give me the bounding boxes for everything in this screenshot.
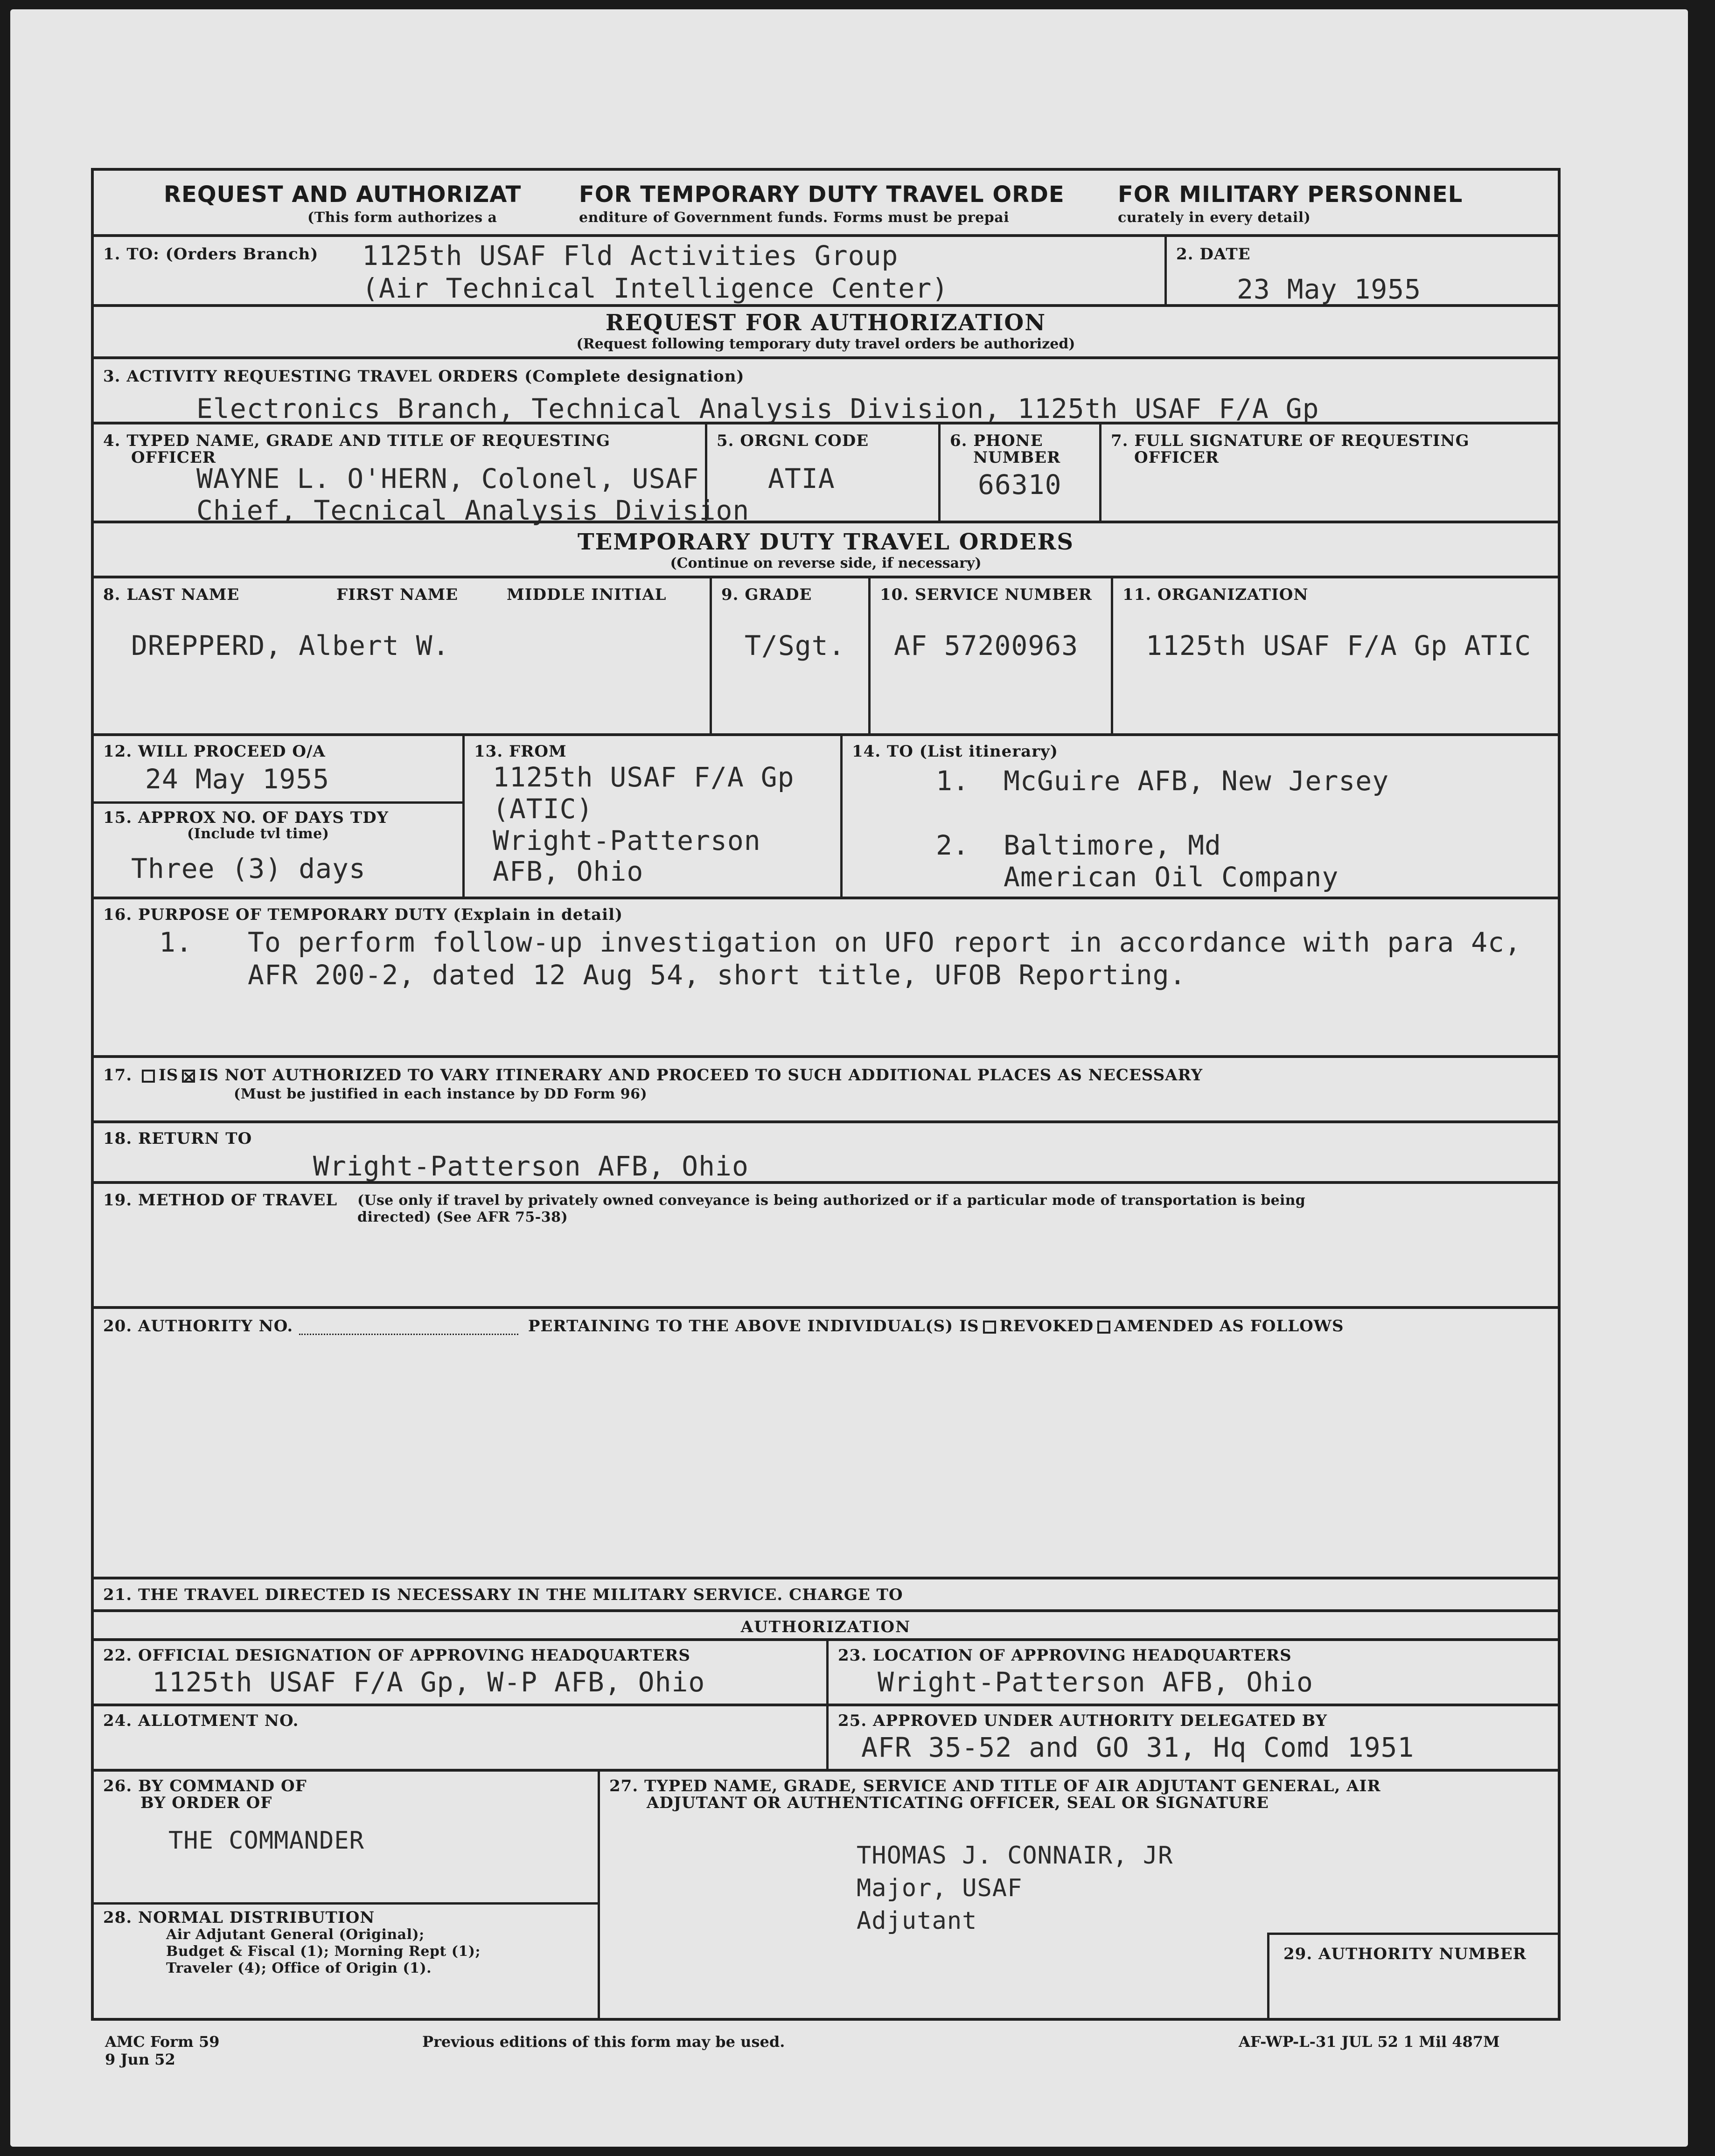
field-20-revoked-label: REVOKED: [999, 1317, 1094, 1335]
field-7-cell: [1099, 424, 1558, 521]
field-20-text: PERTAINING TO THE ABOVE INDIVIDUAL(S) IS: [528, 1317, 979, 1335]
field-22-value: 1125th USAF F/A Gp, W-P AFB, Ohio: [152, 1666, 705, 1698]
row-travel-details: [91, 733, 1561, 897]
field-13-line2: (ATIC): [493, 793, 593, 825]
field-15-label: 15. APPROX NO. OF DAYS TDY: [103, 808, 389, 827]
field-5-cell: [705, 424, 938, 521]
field-20-label: [103, 1318, 1344, 1335]
field-14-cell: [840, 736, 1558, 897]
field-7-label: 7. FULL SIGNATURE OF REQUESTING: [1111, 431, 1470, 450]
field-28-line3: Traveler (4); Office of Origin (1).: [166, 1960, 432, 1976]
field-20-revoked-checkbox[interactable]: [983, 1321, 996, 1334]
field-27-cell: [598, 1772, 1558, 2018]
field-2-label: 2. DATE: [1176, 245, 1251, 264]
field-25-label: 25. APPROVED UNDER AUTHORITY DELEGATED BY: [838, 1711, 1327, 1730]
field-14-item2b: American Oil Company: [1004, 861, 1339, 893]
row-activity: [91, 356, 1561, 422]
row-approving-hq: [91, 1638, 1561, 1704]
form-title-middle: FOR TEMPORARY DUTY TRAVEL ORDE: [579, 181, 1065, 208]
field-14-item1: McGuire AFB, New Jersey: [1004, 765, 1389, 797]
field-19-text: (Use only if travel by privately owned conveyance is being authorized or if a particular mode of transportation is being: [357, 1192, 1306, 1209]
row-method-of-travel: [91, 1181, 1561, 1306]
field-4-label-2: OFFICER: [131, 448, 216, 467]
field-29-label: 29. AUTHORITY NUMBER: [1283, 1945, 1527, 1963]
field-13-line4: AFB, Ohio: [493, 855, 644, 887]
field-14-item2: Baltimore, Md: [1004, 829, 1221, 861]
field-28-line1: Air Adjutant General (Original);: [166, 1926, 425, 1943]
footer-code: AF-WP-L-31 JUL 52 1 Mil 487M: [1239, 2033, 1500, 2051]
field-11-value: 1125th USAF F/A Gp ATIC: [1146, 630, 1532, 661]
form-subtitle-middle: enditure of Government funds. Forms must be prepai: [579, 209, 1010, 226]
field-12-value: 24 May 1955: [145, 763, 330, 795]
field-27-line2: Major, USAF: [857, 1874, 1023, 1902]
field-17-text: IS NOT AUTHORIZED TO VARY ITINERARY AND PROCEED TO SUCH ADDITIONAL PLACES AS NECESSARY: [199, 1066, 1203, 1085]
field-17-sublabel: (Must be justified in each instance by DD Form 96): [234, 1086, 648, 1102]
field-23-value: Wright-Patterson AFB, Ohio: [878, 1666, 1313, 1698]
footer-form-date: 9 Jun 52: [105, 2051, 175, 2068]
row-signatures: [91, 1769, 1561, 2021]
form-title-left: REQUEST AND AUTHORIZAT: [164, 181, 522, 208]
field-13-cell: [462, 736, 840, 897]
field-17-is-not-checkbox[interactable]: [182, 1070, 195, 1083]
field-18-label: 18. RETURN TO: [103, 1129, 252, 1148]
field-20-amended-checkbox[interactable]: [1097, 1321, 1110, 1334]
tdy-section-subtitle: (Continue on reverse side, if necessary): [670, 555, 982, 571]
field-22-label: 22. OFFICIAL DESIGNATION OF APPROVING HEADQUARTERS: [103, 1646, 690, 1665]
field-4-label: 4. TYPED NAME, GRADE AND TITLE OF REQUESTING: [103, 431, 611, 450]
field-26-value: THE COMMANDER: [168, 1827, 364, 1855]
tdy-section-title: TEMPORARY DUTY TRAVEL ORDERS: [577, 529, 1074, 555]
field-12-15-cell: [94, 736, 462, 897]
row-to-date: [91, 234, 1561, 304]
field-15-sublabel: (Include tvl time): [187, 826, 329, 842]
field-13-line3: Wright-Patterson: [493, 825, 761, 856]
row-requesting-officer: [91, 422, 1561, 526]
field-26-label: 26. BY COMMAND OF: [103, 1777, 307, 1795]
row-traveler: [91, 576, 1561, 733]
field-18-value: Wright-Patterson AFB, Ohio: [313, 1150, 749, 1182]
field-4-line2: Chief, Tecnical Analysis Division: [196, 494, 750, 526]
field-11-label: 11. ORGANIZATION: [1122, 585, 1309, 604]
form-subtitle-right: curately in every detail): [1118, 209, 1311, 226]
field-16-line2: AFR 200-2, dated 12 Aug 54, short title, UFOB Reporting.: [248, 959, 1186, 991]
field-19-text-2: directed) (See AFR 75-38): [357, 1209, 568, 1225]
request-section-subtitle: (Request following temporary duty travel orders be authorized): [576, 336, 1075, 352]
field-20-dotted-line[interactable]: [299, 1334, 518, 1335]
field-21-label: 21. THE TRAVEL DIRECTED IS NECESSARY IN THE MILITARY SERVICE. CHARGE TO: [103, 1586, 903, 1604]
field-19-label: 19. METHOD OF TRAVEL: [103, 1191, 338, 1210]
field-16-label: 16. PURPOSE OF TEMPORARY DUTY (Explain in detail): [103, 905, 623, 924]
field-8-middle-label: MIDDLE INITIAL: [507, 585, 667, 604]
row-allotment-authority: [91, 1704, 1561, 1769]
footer-form-name: AMC Form 59: [105, 2033, 220, 2051]
field-5-label: 5. ORGNL CODE: [717, 431, 869, 450]
field-27-label: 27. TYPED NAME, GRADE, SERVICE AND TITLE OF AIR ADJUTANT GENERAL, AIR: [609, 1777, 1381, 1795]
field-23-label: 23. LOCATION OF APPROVING HEADQUARTERS: [838, 1646, 1292, 1665]
field-2-cell: [1164, 237, 1558, 304]
field-27-line3: Adjutant: [857, 1907, 977, 1935]
field-16-line1: To perform follow-up investigation on UFO report in accordance with para 4c,: [248, 926, 1521, 958]
form-title-right: FOR MILITARY PERSONNEL: [1118, 181, 1463, 208]
form-subtitle-left: (This form authorizes a: [307, 209, 497, 226]
field-15-value: Three (3) days: [131, 853, 366, 884]
travel-orders-form: [91, 168, 1561, 2068]
field-10-value: AF 57200963: [894, 630, 1079, 661]
field-23-cell: [826, 1641, 1558, 1704]
field-17-label: [103, 1067, 1203, 1084]
field-3-label: 3. ACTIVITY REQUESTING TRAVEL ORDERS (Complete designation): [103, 367, 745, 386]
field-12-label: 12. WILL PROCEED O/A: [103, 742, 326, 761]
field-9-cell: [710, 578, 868, 733]
row-charge-to: [91, 1577, 1561, 1609]
field-6-label: 6. PHONE: [950, 431, 1043, 450]
field-27-label-2: ADJUTANT OR AUTHENTICATING OFFICER, SEAL OR SIGNATURE: [647, 1794, 1269, 1812]
field-14-label: 14. TO (List itinerary): [852, 742, 1058, 761]
field-2-value: 23 May 1955: [1237, 273, 1422, 305]
field-6-value: 66310: [978, 469, 1062, 501]
field-16-num: 1.: [159, 926, 193, 958]
field-1-label: 1. TO: (Orders Branch): [103, 245, 319, 264]
field-28-line2: Budget & Fiscal (1); Morning Rept (1);: [166, 1943, 481, 1960]
field-1-line2: (Air Technical Intelligence Center): [362, 272, 949, 304]
field-20-authority-label: 20. AUTHORITY NO.: [103, 1317, 293, 1335]
field-26-28-cell: [94, 1772, 598, 2018]
field-14-item2-num: 2.: [936, 829, 969, 861]
field-7-label-2: OFFICER: [1134, 448, 1220, 467]
field-6-cell: [938, 424, 1099, 521]
field-26-label-2: BY ORDER OF: [140, 1794, 272, 1812]
field-17-num: 17.: [103, 1066, 132, 1085]
field-20-amended-label: AMENDED AS FOLLOWS: [1114, 1317, 1344, 1335]
authorization-section-title: AUTHORIZATION: [740, 1618, 911, 1636]
field-8-first-label: FIRST NAME: [336, 585, 458, 604]
row-purpose: [91, 897, 1561, 1055]
field-9-label: 9. GRADE: [721, 585, 812, 604]
field-25-value: AFR 35-52 and GO 31, Hq Comd 1951: [861, 1732, 1415, 1763]
footer-note: Previous editions of this form may be used.: [422, 2033, 785, 2051]
field-6-label-2: NUMBER: [973, 448, 1061, 467]
field-11-cell: [1111, 578, 1558, 733]
field-8-value: DREPPERD, Albert W.: [131, 630, 450, 661]
field-13-line1: 1125th USAF F/A Gp: [493, 761, 795, 793]
request-section-header: [91, 304, 1561, 356]
field-4-line1: WAYNE L. O'HERN, Colonel, USAF: [196, 463, 699, 494]
field-27-line1: THOMAS J. CONNAIR, JR: [857, 1842, 1173, 1870]
field-13-label: 13. FROM: [474, 742, 567, 761]
field-25-cell: [826, 1706, 1558, 1769]
field-5-value: ATIA: [768, 463, 835, 494]
field-10-cell: [868, 578, 1111, 733]
field-24-label: 24. ALLOTMENT NO.: [103, 1711, 299, 1730]
authorization-section-header: [91, 1609, 1561, 1638]
row-return-to: [91, 1120, 1561, 1181]
row-authority-amendment: [91, 1306, 1561, 1577]
request-section-title: REQUEST FOR AUTHORIZATION: [605, 310, 1046, 336]
field-28-label: 28. NORMAL DISTRIBUTION: [103, 1908, 375, 1927]
field-29-cell: [1267, 1933, 1558, 2018]
field-10-label: 10. SERVICE NUMBER: [880, 585, 1092, 604]
field-14-item1-num: 1.: [936, 765, 969, 797]
field-17-is-checkbox[interactable]: [142, 1070, 155, 1083]
field-3-value: Electronics Branch, Technical Analysis Division, 1125th USAF F/A Gp: [196, 393, 1319, 424]
field-9-value: T/Sgt.: [745, 630, 845, 661]
form-header: [91, 168, 1561, 234]
tdy-section-header: [91, 521, 1561, 576]
field-8-label: 8. LAST NAME: [103, 585, 240, 604]
field-1-line1: 1125th USAF Fld Activities Group: [362, 240, 899, 271]
field-17-is-label: IS: [159, 1066, 179, 1085]
row-itinerary-variation: [91, 1055, 1561, 1120]
